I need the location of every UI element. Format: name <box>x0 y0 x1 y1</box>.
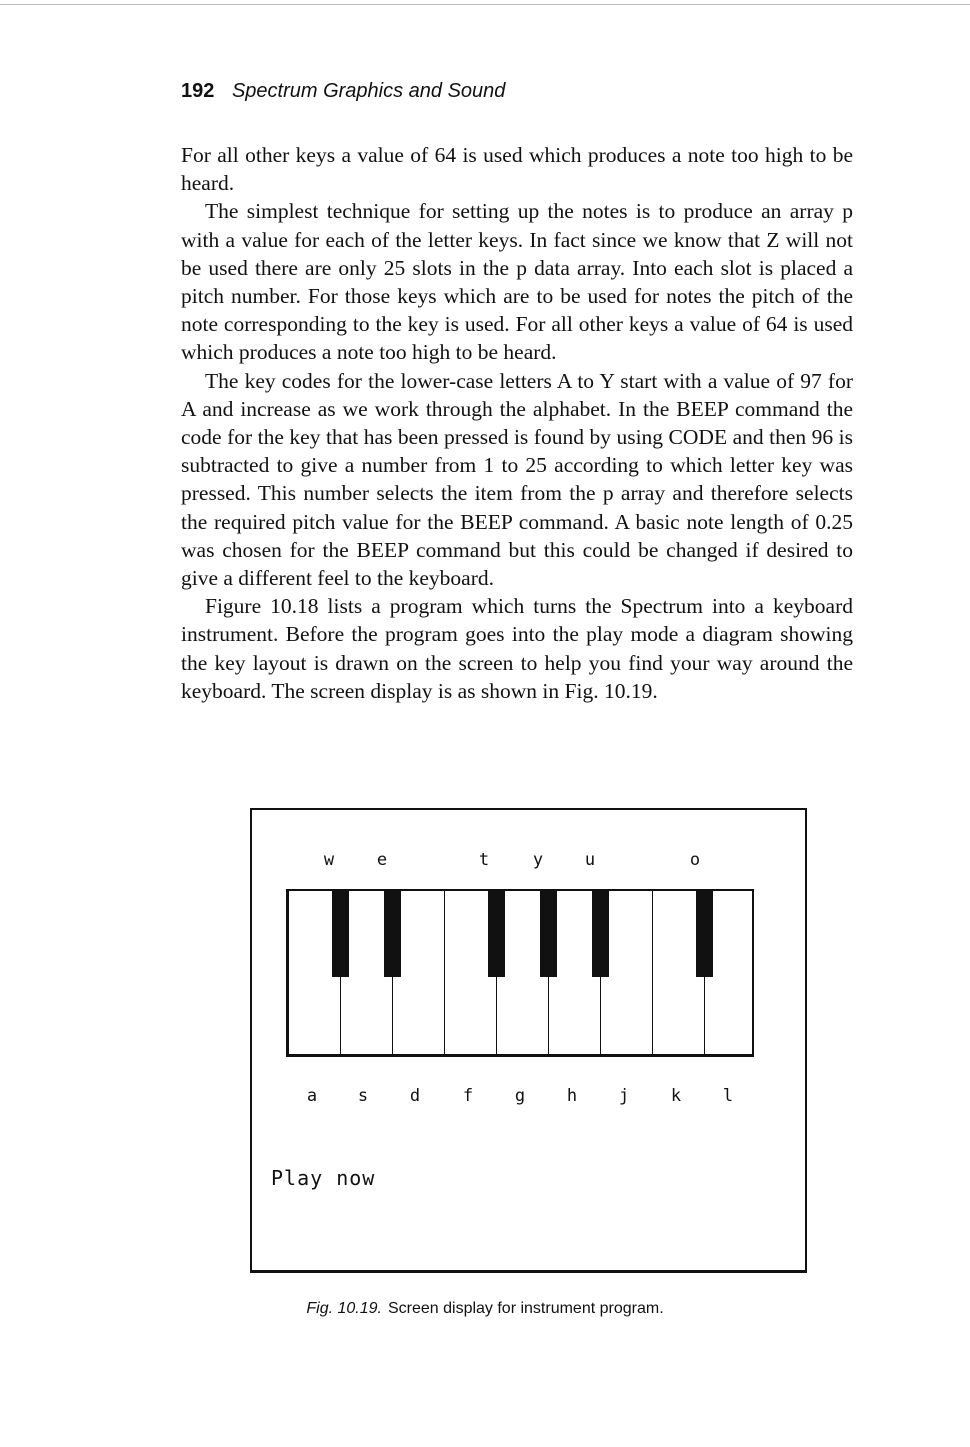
black-key-label: o <box>689 850 701 870</box>
black-key <box>592 891 609 977</box>
black-key-label: u <box>584 850 596 870</box>
figure-number: Fig. 10.19. <box>306 1300 382 1317</box>
black-key <box>384 891 401 977</box>
white-key-label: s <box>357 1086 369 1106</box>
black-key <box>540 891 557 977</box>
screen-display-figure <box>250 808 807 1273</box>
paragraph: For all other keys a value of 64 is used which produces a note too high to be heard. <box>181 143 853 196</box>
white-key-label: j <box>618 1086 630 1106</box>
top-edge-rule <box>0 4 970 5</box>
paragraph: The key codes for the lower-case letters A to Y start with a value of 97 for A and increase as we work through the alphabet. In the BEEP command the code for the key that has been pressed is found by using CODE and then 96 is subtracted to give a number from 1 to 25 according to which letter key was pressed. This number selects the item from the p array and therefore selects the required pitch value for the BEEP command. A basic note length of 0.25 was chosen for the BEEP command but this could be changed if desired to give a different feel to the keyboard. <box>181 368 853 591</box>
black-key-label: y <box>532 850 544 870</box>
piano-keyboard <box>286 889 754 1057</box>
black-key-label: e <box>376 850 388 870</box>
black-key-label: w <box>323 850 335 870</box>
play-now-status: Play now <box>271 1166 376 1190</box>
black-key <box>332 891 349 977</box>
paragraph: Figure 10.18 lists a program which turns the Spectrum into a keyboard instrument. Before the program goes into the play mode a diagram showing the key layout is drawn on the screen to help you find your way around the keyboard. The screen display is as shown in Fig. 10.19. <box>181 594 853 703</box>
page-number: 192 <box>181 80 215 102</box>
body-text <box>181 141 853 705</box>
running-header <box>181 80 505 103</box>
running-title: Spectrum Graphics and Sound <box>231 80 506 102</box>
caption-text: Screen display for instrument program. <box>387 1300 664 1317</box>
black-key-label: t <box>478 850 490 870</box>
white-key-label: g <box>514 1086 526 1106</box>
white-key-label: f <box>462 1086 474 1106</box>
white-key-label: h <box>566 1086 578 1106</box>
paragraph: The simplest technique for setting up the notes is to produce an array p with a value for each of the letter keys. In fact since we know that Z will not be used there are only 25 slots in the p data array. Into each slot is placed a pitch number. For those keys which are to be used for notes the pitch of the note corresponding to the key is used. For all other keys a value of 64 is used which produces a note too high to be heard. <box>181 199 853 365</box>
white-key-label: a <box>306 1086 318 1106</box>
white-key-label: d <box>409 1086 421 1106</box>
black-key <box>696 891 713 977</box>
black-key <box>488 891 505 977</box>
white-key-label: l <box>722 1086 734 1106</box>
white-key-label: k <box>670 1086 682 1106</box>
figure-caption <box>0 1300 970 1318</box>
